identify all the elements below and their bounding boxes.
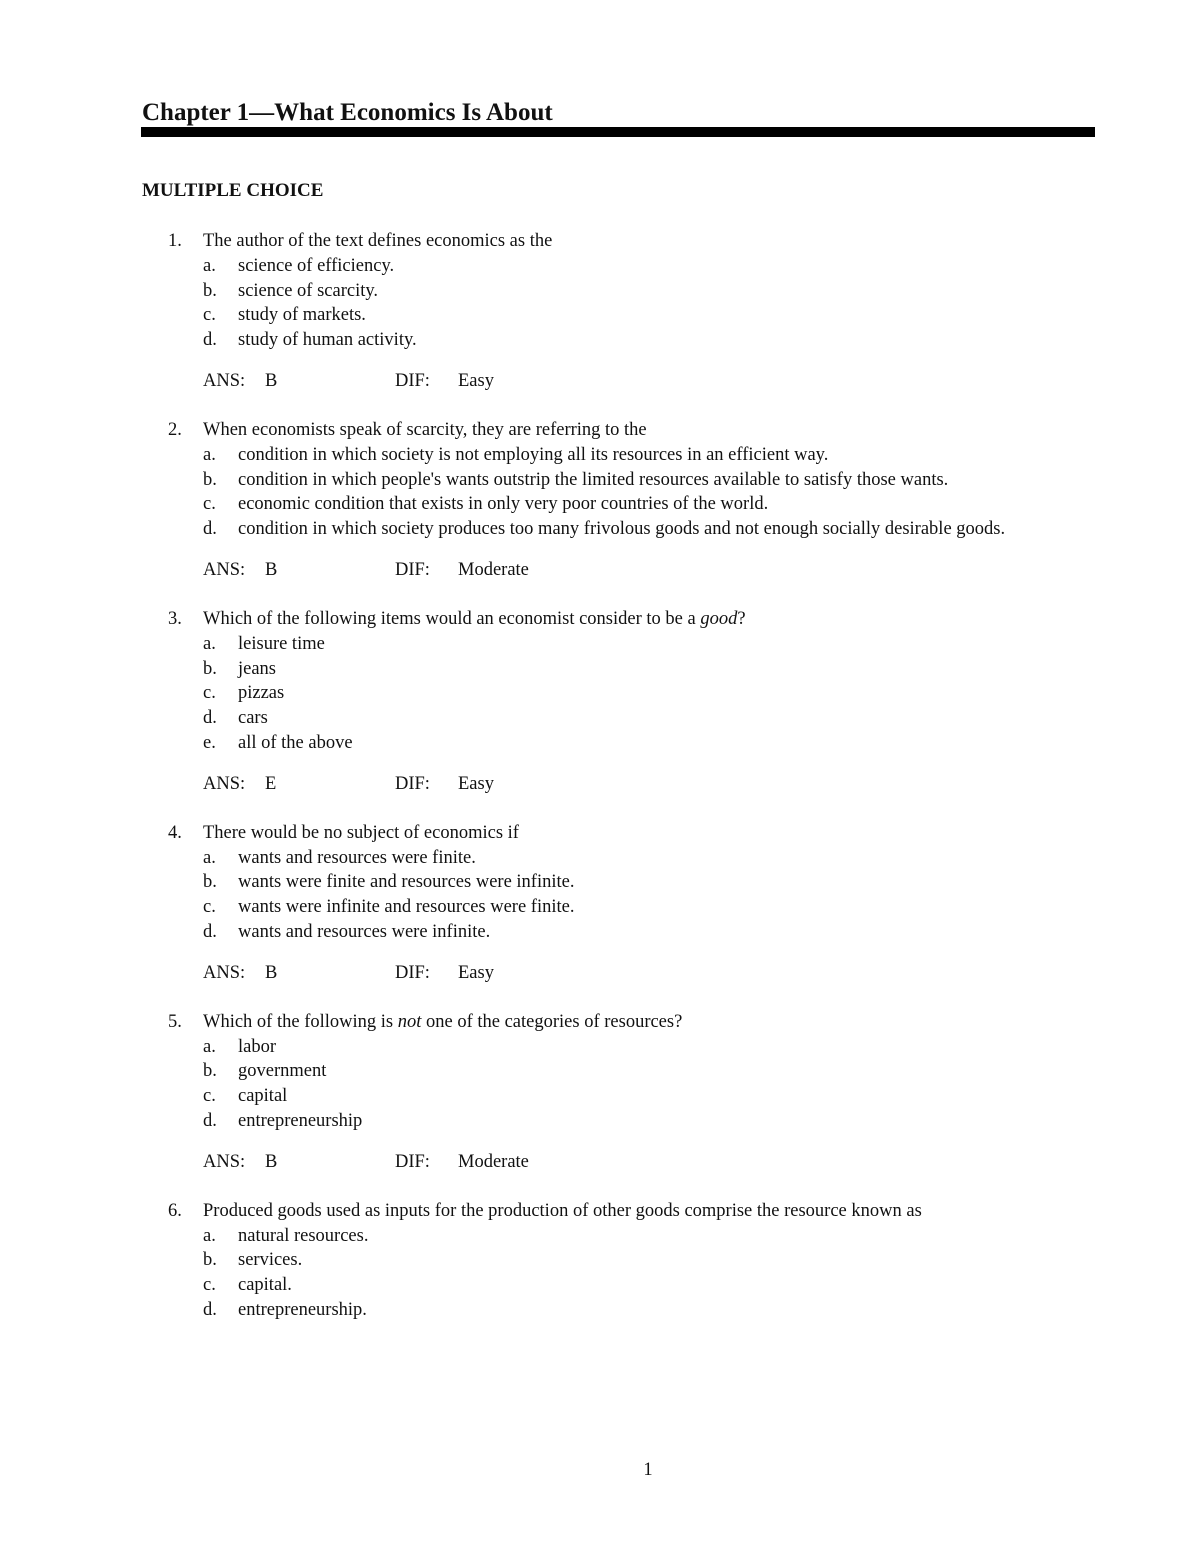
option-b: [0, 657, 1200, 682]
option-c: [0, 1273, 1200, 1298]
option-d: [0, 920, 1200, 945]
answer-line: [0, 1150, 1200, 1175]
option-text: cars: [238, 708, 268, 729]
option-text: wants were finite and resources were infinite.: [238, 872, 575, 893]
option-text: condition in which people's wants outstrip the limited resources available to satisfy those wants.: [238, 469, 949, 490]
option-text: condition in which society produces too many frivolous goods and not enough socially desirable goods.: [238, 519, 1006, 540]
option-text: study of human activity.: [238, 330, 417, 351]
question-stem-row: [0, 229, 1200, 254]
option-text: pizzas: [238, 683, 285, 704]
option-letter: a.: [203, 1036, 216, 1057]
option-b: [0, 1248, 1200, 1273]
question-number: 3.: [168, 608, 182, 629]
option-a: [0, 254, 1200, 279]
question-number: 2.: [168, 419, 182, 440]
question-number: 4.: [168, 822, 182, 843]
option-letter: d.: [203, 330, 217, 351]
option-letter: b.: [203, 1250, 217, 1271]
option-a: [0, 1035, 1200, 1060]
option-text: wants and resources were infinite.: [238, 921, 491, 942]
answer-line: [0, 772, 1200, 797]
option-letter: c.: [203, 683, 216, 704]
option-d: [0, 517, 1200, 542]
option-letter: b.: [203, 658, 217, 679]
answer-value: E: [265, 773, 277, 794]
option-letter: b.: [203, 280, 217, 301]
option-letter: a.: [203, 847, 216, 868]
option-e: [0, 731, 1200, 756]
question-stem: [203, 821, 1063, 846]
option-a: [0, 443, 1200, 468]
difficulty-value: Easy: [458, 773, 494, 794]
option-text: services.: [238, 1250, 303, 1271]
option-letter: a.: [203, 444, 216, 465]
question-number: 6.: [168, 1200, 182, 1221]
option-list: [0, 632, 1200, 756]
question-stem: [203, 418, 1063, 443]
option-list: [0, 443, 1200, 542]
option-list: [0, 846, 1200, 945]
section-heading: MULTIPLE CHOICE: [142, 180, 324, 201]
option-c: [0, 303, 1200, 328]
question-stem-row: [0, 418, 1200, 443]
option-text: science of efficiency.: [238, 255, 395, 276]
answer-label: ANS:: [203, 773, 246, 794]
question-stem-text: Produced goods used as inputs for the production of other goods comprise the resource known as: [203, 1200, 922, 1221]
question-stem: [203, 607, 1063, 632]
difficulty-label: DIF:: [395, 962, 430, 983]
option-a: [0, 632, 1200, 657]
option-text: government: [238, 1061, 327, 1082]
page-number: 1: [643, 1460, 653, 1480]
option-text: entrepreneurship.: [238, 1299, 367, 1320]
difficulty-label: DIF:: [395, 1151, 430, 1172]
option-a: [0, 1224, 1200, 1249]
answer-label: ANS:: [203, 370, 246, 391]
option-text: jeans: [238, 658, 277, 679]
question-1: [0, 229, 1200, 394]
option-a: [0, 846, 1200, 871]
option-text: capital.: [238, 1275, 292, 1296]
option-letter: e.: [203, 732, 216, 753]
difficulty-label: DIF:: [395, 559, 430, 580]
option-text: condition in which society is not employing all its resources in an efficient way.: [238, 444, 829, 465]
option-b: [0, 1059, 1200, 1084]
answer-line: [0, 558, 1200, 583]
option-d: [0, 706, 1200, 731]
option-b: [0, 870, 1200, 895]
option-c: [0, 681, 1200, 706]
chapter-title: Chapter 1—What Economics Is About: [142, 99, 553, 126]
difficulty-value: Moderate: [458, 559, 529, 580]
option-letter: b.: [203, 469, 217, 490]
option-letter: b.: [203, 1061, 217, 1082]
option-text: science of scarcity.: [238, 280, 379, 301]
option-letter: c.: [203, 1275, 216, 1296]
option-d: [0, 1298, 1200, 1323]
option-c: [0, 492, 1200, 517]
option-text: leisure time: [238, 633, 325, 654]
option-text: wants were infinite and resources were finite.: [238, 897, 575, 918]
option-letter: c.: [203, 494, 216, 515]
option-c: [0, 895, 1200, 920]
option-text: economic condition that exists in only very poor countries of the world.: [238, 494, 769, 515]
option-letter: d.: [203, 519, 217, 540]
option-c: [0, 1084, 1200, 1109]
question-stem-row: [0, 821, 1200, 846]
difficulty-label: DIF:: [395, 773, 430, 794]
question-stem-text: Which of the following is: [203, 1011, 398, 1032]
answer-line: [0, 369, 1200, 394]
question-stem: [203, 1010, 1063, 1035]
answer-label: ANS:: [203, 962, 246, 983]
option-letter: b.: [203, 872, 217, 893]
question-stem-row: [0, 1199, 1200, 1224]
answer-value: B: [265, 1151, 278, 1172]
option-text: capital: [238, 1086, 288, 1107]
option-letter: d.: [203, 1110, 217, 1131]
option-text: natural resources.: [238, 1225, 369, 1246]
question-5: [0, 1010, 1200, 1175]
option-list: [0, 254, 1200, 353]
question-4: [0, 821, 1200, 986]
question-stem-text: When economists speak of scarcity, they are referring to the: [203, 419, 647, 440]
option-list: [0, 1035, 1200, 1134]
question-stem-text: one of the categories of resources?: [421, 1011, 683, 1032]
option-letter: a.: [203, 1225, 216, 1246]
question-stem-text: There would be no subject of economics if: [203, 822, 519, 843]
difficulty-label: DIF:: [395, 370, 430, 391]
question-stem-row: [0, 1010, 1200, 1035]
answer-value: B: [265, 559, 278, 580]
question-6: [0, 1199, 1200, 1323]
option-text: all of the above: [238, 732, 353, 753]
option-b: [0, 468, 1200, 493]
answer-label: ANS:: [203, 559, 246, 580]
question-stem-text: The author of the text defines economics as the: [203, 231, 553, 251]
question-stem-text: Which of the following items would an economist consider to be a: [203, 608, 701, 629]
answer-line: [0, 961, 1200, 986]
question-stem: [203, 1199, 1063, 1224]
option-letter: d.: [203, 708, 217, 729]
answer-value: B: [265, 962, 278, 983]
option-letter: d.: [203, 921, 217, 942]
title-rule: [141, 127, 1095, 137]
option-letter: c.: [203, 305, 216, 326]
question-stem-emphasis: good: [700, 608, 738, 629]
question-stem: [203, 229, 1063, 254]
option-letter: d.: [203, 1299, 217, 1320]
option-text: study of markets.: [238, 305, 366, 326]
answer-value: B: [265, 370, 278, 391]
option-list: [0, 1224, 1200, 1323]
option-b: [0, 279, 1200, 304]
question-3: [0, 607, 1200, 797]
question-stem-emphasis: not: [397, 1011, 422, 1032]
option-letter: a.: [203, 633, 216, 654]
difficulty-value: Easy: [458, 370, 494, 391]
question-number: 5.: [168, 1011, 182, 1032]
difficulty-value: Easy: [458, 962, 494, 983]
difficulty-value: Moderate: [458, 1151, 529, 1172]
question-number: 1.: [168, 231, 182, 251]
question-stem-row: [0, 607, 1200, 632]
option-d: [0, 328, 1200, 353]
option-d: [0, 1109, 1200, 1134]
question-2: [0, 418, 1200, 583]
answer-label: ANS:: [203, 1151, 246, 1172]
option-letter: c.: [203, 1086, 216, 1107]
question-list: [0, 229, 1200, 1347]
question-stem-text: ?: [737, 608, 746, 629]
option-text: wants and resources were finite.: [238, 847, 476, 868]
option-text: entrepreneurship: [238, 1110, 363, 1131]
option-letter: a.: [203, 255, 216, 276]
option-text: labor: [238, 1036, 277, 1057]
option-letter: c.: [203, 897, 216, 918]
